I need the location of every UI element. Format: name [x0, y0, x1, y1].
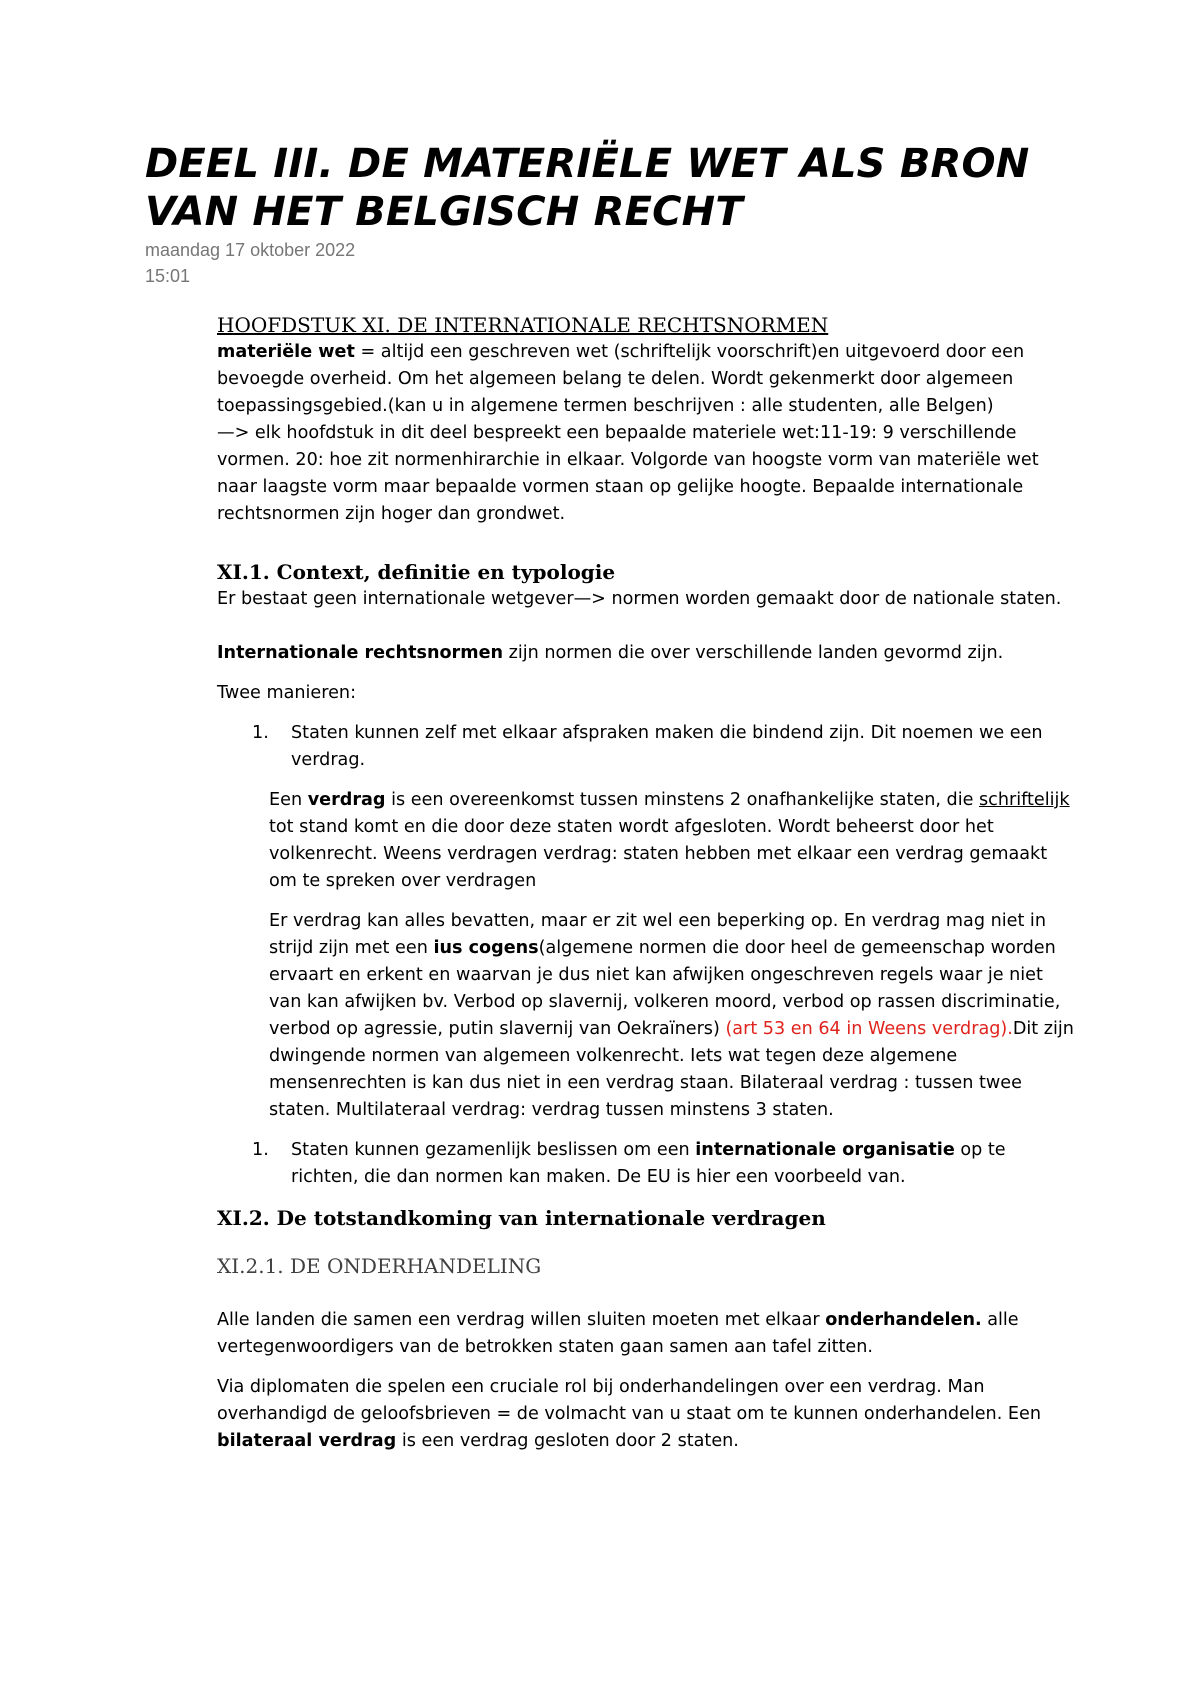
- page-meta: [145, 237, 355, 289]
- section2-paragraph-2: Via diplomaten die spelen een cruciale rol bij onderhandelingen over een verdrag. Man overhandigd de geloofsbrieven = de volmacht van u staat om te kunnen onderhandelen. Een bilateraal verdrag is een verdrag gesloten door 2 staten.: [217, 1377, 1041, 1451]
- list-item: 1. Staten kunnen gezamenlijk beslissen om een internationale organisatie op te richten, die dan normen kan maken. De EU is hier een voorbeeld van.: [217, 1137, 1077, 1191]
- section-heading-2: XI.2. De totstandkoming van internationale verdragen: [217, 1206, 826, 1230]
- verdrag-definition: Een verdrag is een overeenkomst tussen minstens 2 onafhankelijke staten, die schriftelijk tot stand komt en die door deze staten wordt afgesloten. Wordt beheerst door het volkenrecht. Weens verdragen verdrag: staten hebben met elkaar een verdrag gemaakt om te spreken over verdragen: [269, 790, 1070, 891]
- ius-cogens-paragraph: Er verdrag kan alles bevatten, maar er zit wel een beperking op. En verdrag mag niet in strijd zijn met een ius cogens(algemene normen die door heel de gemeenschap worden ervaart en erkent en waarvan je dus niet kan afwijken ongeschreven regels waar je niet van kan afwijken bv. Verbod op slavernij, volkeren moord, verbod op rassen discriminatie, verbod op agressie, putin slavernij van Oekraïners) (art 53 en 64 in Weens verdrag).Dit zijn dwingende normen van algemeen volkenrecht. Iets wat tegen deze algemene mensenrechten is kan dus niet in een verdrag staan. Bilateraal verdrag : tussen twee staten. Multilateraal verdrag: verdrag tussen minstens 3 staten.: [269, 911, 1074, 1120]
- page-title: [145, 140, 1105, 236]
- section2-paragraph-1: Alle landen die samen een verdrag willen sluiten moeten met elkaar onderhandelen. alle vertegenwoordigers van de betrokken staten gaan samen aan tafel zitten.: [217, 1310, 1019, 1357]
- title-line-1: DEEL III. DE MATERIËLE WET ALS BRON: [145, 141, 1030, 187]
- list-number: 1.: [252, 1140, 269, 1160]
- section1-paragraph-3: Twee manieren:: [217, 683, 356, 703]
- section1-paragraph-2: Internationale rechtsnormen zijn normen die over verschillende landen gevormd zijn.: [217, 643, 1004, 663]
- title-line-2: VAN HET BELGISCH RECHT: [145, 189, 743, 235]
- list-item: 1. Staten kunnen zelf met elkaar afspraken maken die bindend zijn. Dit noemen we een verdrag.: [217, 720, 1077, 774]
- page-content: [217, 312, 1077, 1455]
- subsection-heading: XI.2.1. DE ONDERHANDELING: [217, 1254, 542, 1278]
- section-heading-1: XI.1. Context, definitie en typologie: [217, 560, 616, 584]
- chapter-heading: HOOFDSTUK XI. DE INTERNATIONALE RECHTSNORMEN: [217, 313, 829, 337]
- article-reference: (art 53 en 64 in Weens verdrag).: [725, 1019, 1013, 1039]
- chapter-intro: materiële wet = altijd een geschreven wet (schriftelijk voorschrift)en uitgevoerd door een bevoegde overheid. Om het algemeen belang te delen. Wordt gekenmerkt door algemeen toepassingsgebied.(kan u in algemene termen beschrijven : alle studenten, alle Belgen): [217, 342, 1025, 416]
- list-number: 1.: [252, 723, 269, 743]
- section1-paragraph-1: Er bestaat geen internationale wetgever—> normen worden gemaakt door de nationale staten.: [217, 589, 1062, 609]
- page-time: 15:01: [145, 266, 191, 286]
- page-date: maandag 17 oktober 2022: [145, 240, 356, 260]
- intro-term: materiële wet: [217, 342, 355, 362]
- chapter-intro-arrow: —> elk hoofdstuk in dit deel bespreekt een bepaalde materiele wet:11-19: 9 verschillende vormen. 20: hoe zit normenhirarchie in elkaar. Volgorde van hoogste vorm van materiële wet naar laagste vorm maar bepaalde vormen staan op gelijke hoogte. Bepaalde internationale rechtsnormen zijn hoger dan grondwet.: [217, 423, 1039, 524]
